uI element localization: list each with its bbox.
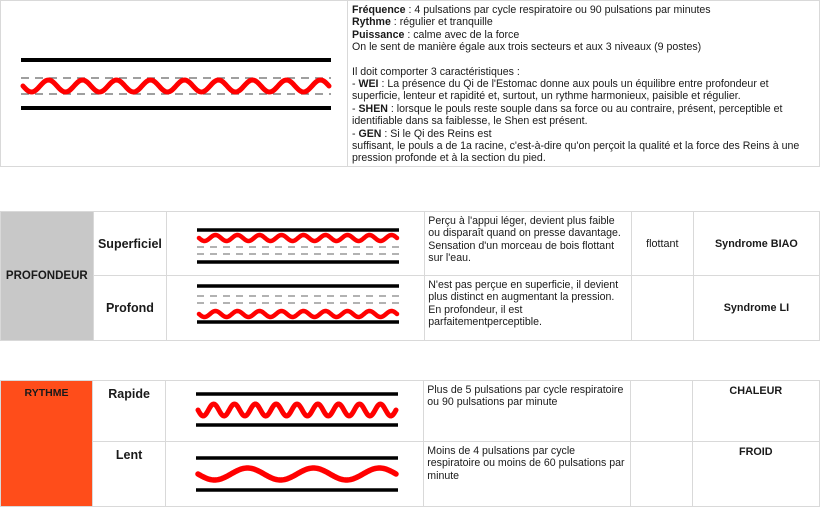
rapide-syndrome: CHALEUR [692,381,819,442]
normal-pulse-diagram-cell [1,1,348,167]
rythme-label: Rythme [352,16,391,29]
superficiel-diagram [167,212,424,274]
lent-syndrome: FROID [692,442,819,507]
rythme-table [0,380,820,507]
gen-label: GEN [358,127,382,140]
lent-diagram-cell [166,442,424,507]
wei-prefix: - [352,78,359,91]
rapide-diagram-cell [166,381,424,442]
normal-pulse-wave [23,80,329,92]
profondeur-table [0,211,820,341]
secteurs-text: On le sent de manière égale aux trois secteurs et aux 3 niveaux (9 postes) [352,41,702,54]
rapide-diagram [166,381,423,441]
frequence-label: Fréquence [352,4,406,16]
gen-text-2: suffisant, le pouls a de 1a racine, c'est-à-dire qu'on perçoit la qualité et la force des Reins à une pression profonde et à la section du pied. [352,140,800,165]
caracteristiques-text: Il doit comporter 3 caractéristiques : [352,65,520,78]
profond-diagram [167,276,424,338]
rythme-text: : régulier et tranquille [390,16,493,29]
puissance-text: : calme avec de la force [404,28,520,41]
profond-wave [199,311,397,317]
profond-syndrome: Syndrome LI [693,276,819,341]
puissance-label: Puissance [352,28,405,41]
wei-label: WEI [358,78,379,91]
normal-pulse-diagram [1,1,347,166]
superficiel-wave [199,235,397,241]
lent-wave [198,468,396,480]
lent-diagram [166,442,423,506]
rapide-term [630,381,692,442]
gen-prefix: - [352,127,359,140]
rapide-wave [198,404,396,416]
frequence-text: : 4 pulsations par cycle respiratoire ou 90 pulsations par minutes [405,4,711,16]
shen-label: SHEN [358,102,388,115]
profondeur-category: PROFONDEUR [1,212,94,341]
profond-description: N'est pas perçue en superficie, il devient plus distinct en augmentant la pression. En profondeur, il est parfaitementperceptible. [425,276,632,341]
shen-text: : lorsque le pouls reste souple dans sa force ou au contraire, présent, perceptible et identifiable dans sa faiblesse, le Shen est présent. [352,102,783,128]
normal-pulse-table [0,0,820,167]
rapide-label: Rapide [92,381,165,442]
gen-text: : Si le Qi des Reins est [381,127,492,140]
superficiel-syndrome: Syndrome BIAO [693,212,819,276]
rythme-category: RYTHME [1,381,93,507]
superficiel-term: flottant [631,212,693,276]
lent-label: Lent [92,442,165,507]
rapide-description: Plus de 5 pulsations par cycle respiratoire ou 90 pulsations par minute [424,381,631,442]
lent-term [630,442,692,507]
lent-description: Moins de 4 pulsations par cycle respiratoire ou moins de 60 pulsations par minute [424,442,631,507]
wei-text: : La présence du Qi de l'Estomac donne aux pouls un équilibre entre profondeur et superficie, lenteur et rapidité et, surtout, un rythme harmonieux, paisible et régulier. [352,78,769,103]
superficiel-description: Perçu à l'appui léger, devient plus faible ou disparaît quand on presse davantage. Sensation d'un morceau de bois flottant sur l'eau. [425,212,632,276]
profond-label: Profond [93,276,167,341]
shen-prefix: - [352,102,359,115]
normal-pulse-description [348,1,820,167]
superficiel-label: Superficiel [93,212,167,276]
profond-diagram-cell [167,276,425,341]
superficiel-diagram-cell [167,212,425,276]
profond-term [631,276,693,341]
